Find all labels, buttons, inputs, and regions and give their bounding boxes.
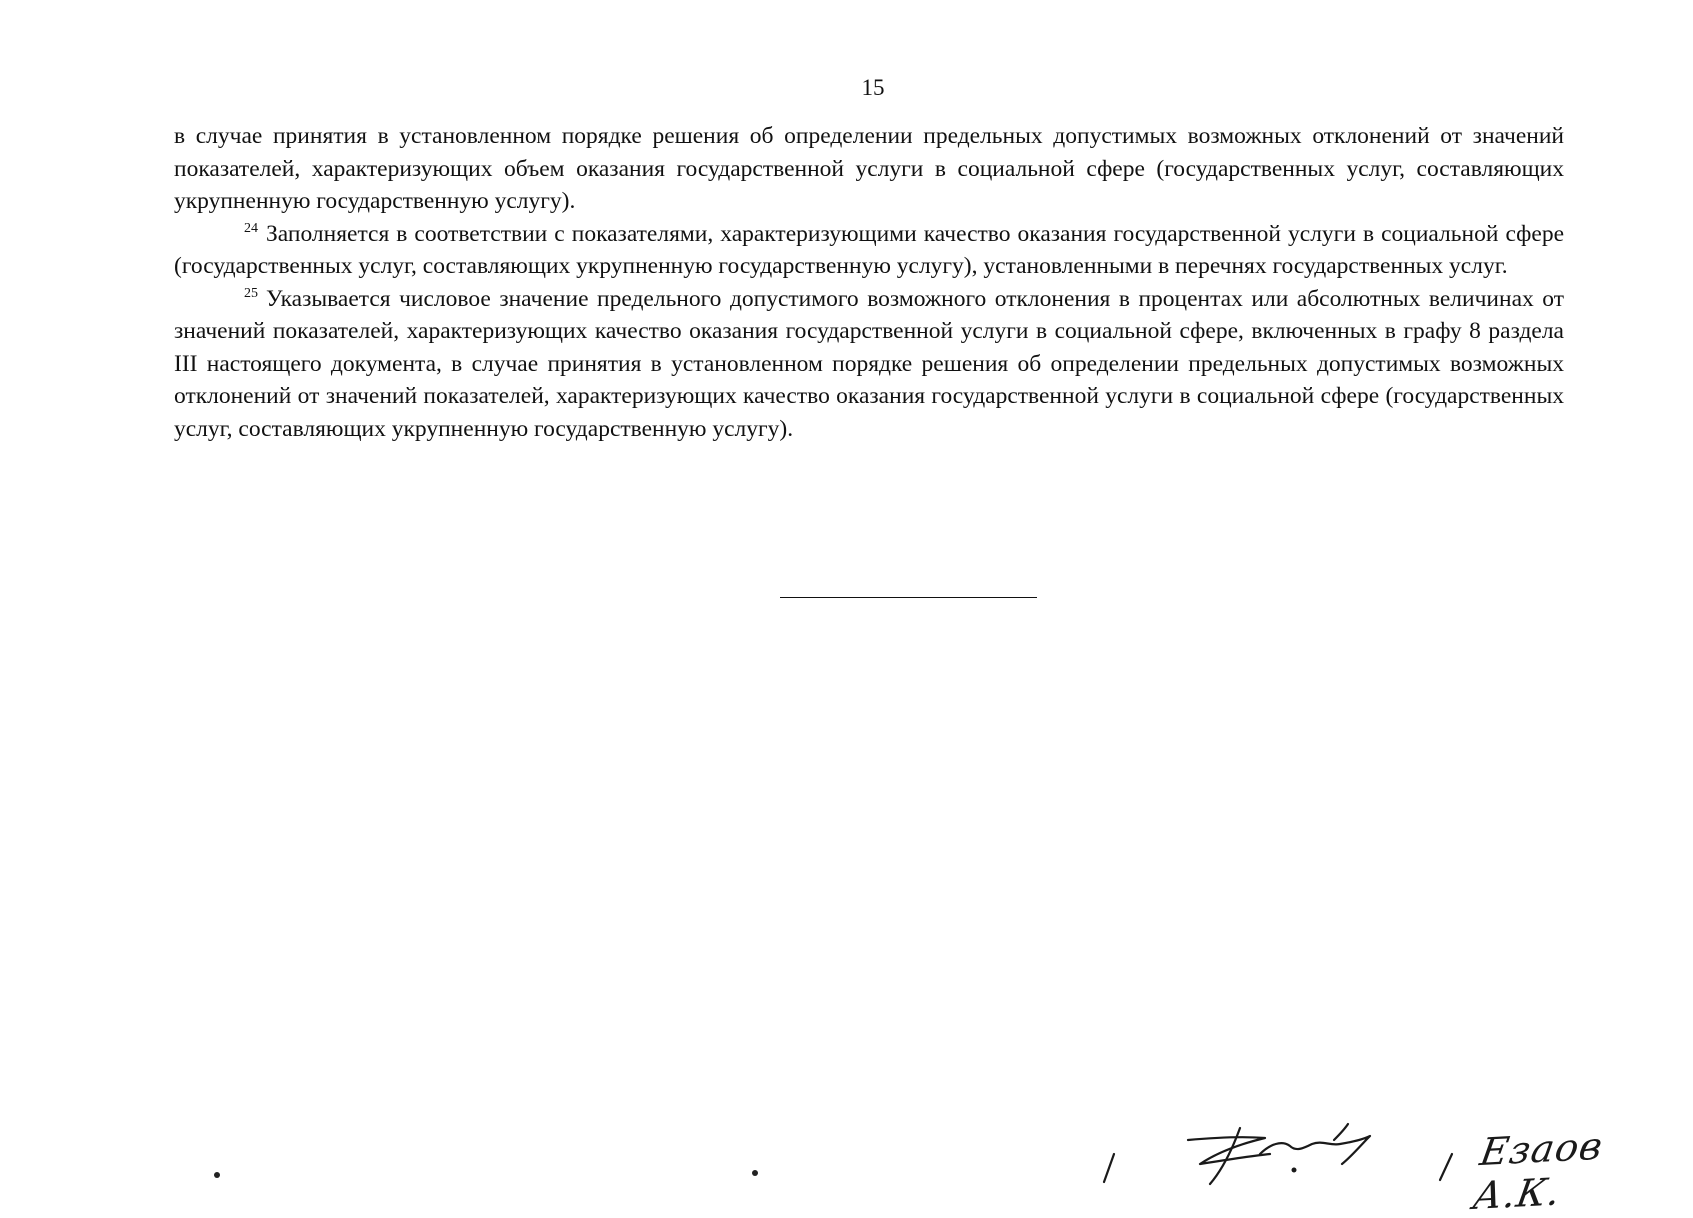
paragraph-text: Заполняется в соответствии с показателями, характеризующими качество оказания государственной услуги в социальной сфере (государственных услуг, составляющих укрупненную государственную услугу), установленными в перечнях государственных услуг. [174,220,1564,279]
footnotes-text [174,120,1564,445]
paragraph-text: в случае принятия в установленном порядке решения об определении предельных допустимых возможных отклонений от значений показателей, характеризующих объем оказания государственной услуги в социальной сфере (государственных услуг, составляющих укрупненную государственную услугу). [174,123,1564,214]
page-number: 15 [861,75,885,100]
signature-stroke [1260,1136,1370,1164]
footnote-24 [174,218,1564,283]
signature-block [1090,1100,1690,1218]
closing-rule [780,597,1037,598]
scan-speck [752,1170,758,1176]
footnote-marker: 25 [244,285,258,301]
signature-stroke [1334,1124,1348,1140]
scan-speck [214,1172,220,1178]
signature-stroke [1188,1137,1270,1164]
paragraph-text: Указывается числовое значение предельного допустимого возможного отклонения в процентах или абсолютных величинах от значений показателей, характеризующих качество оказания государственной услуги в социальной сфере, включенных в графу 8 раздела III настоящего документа, в случае принятия в установленном порядке решения об определении предельных допустимых возможных отклонений от значений показателей, характеризующих качество оказания государственной услуги в социальной сфере (государственных услуг, составляющих укрупненную государственную услугу). [174,285,1564,442]
signature-slash-right [1440,1154,1452,1180]
signatory-name: Езаов А.К. [1470,1123,1607,1218]
signature-slash-left [1104,1154,1114,1182]
footnote-marker: 24 [244,220,258,236]
footnote-25 [174,283,1564,446]
footnote-continuation [174,120,1564,218]
